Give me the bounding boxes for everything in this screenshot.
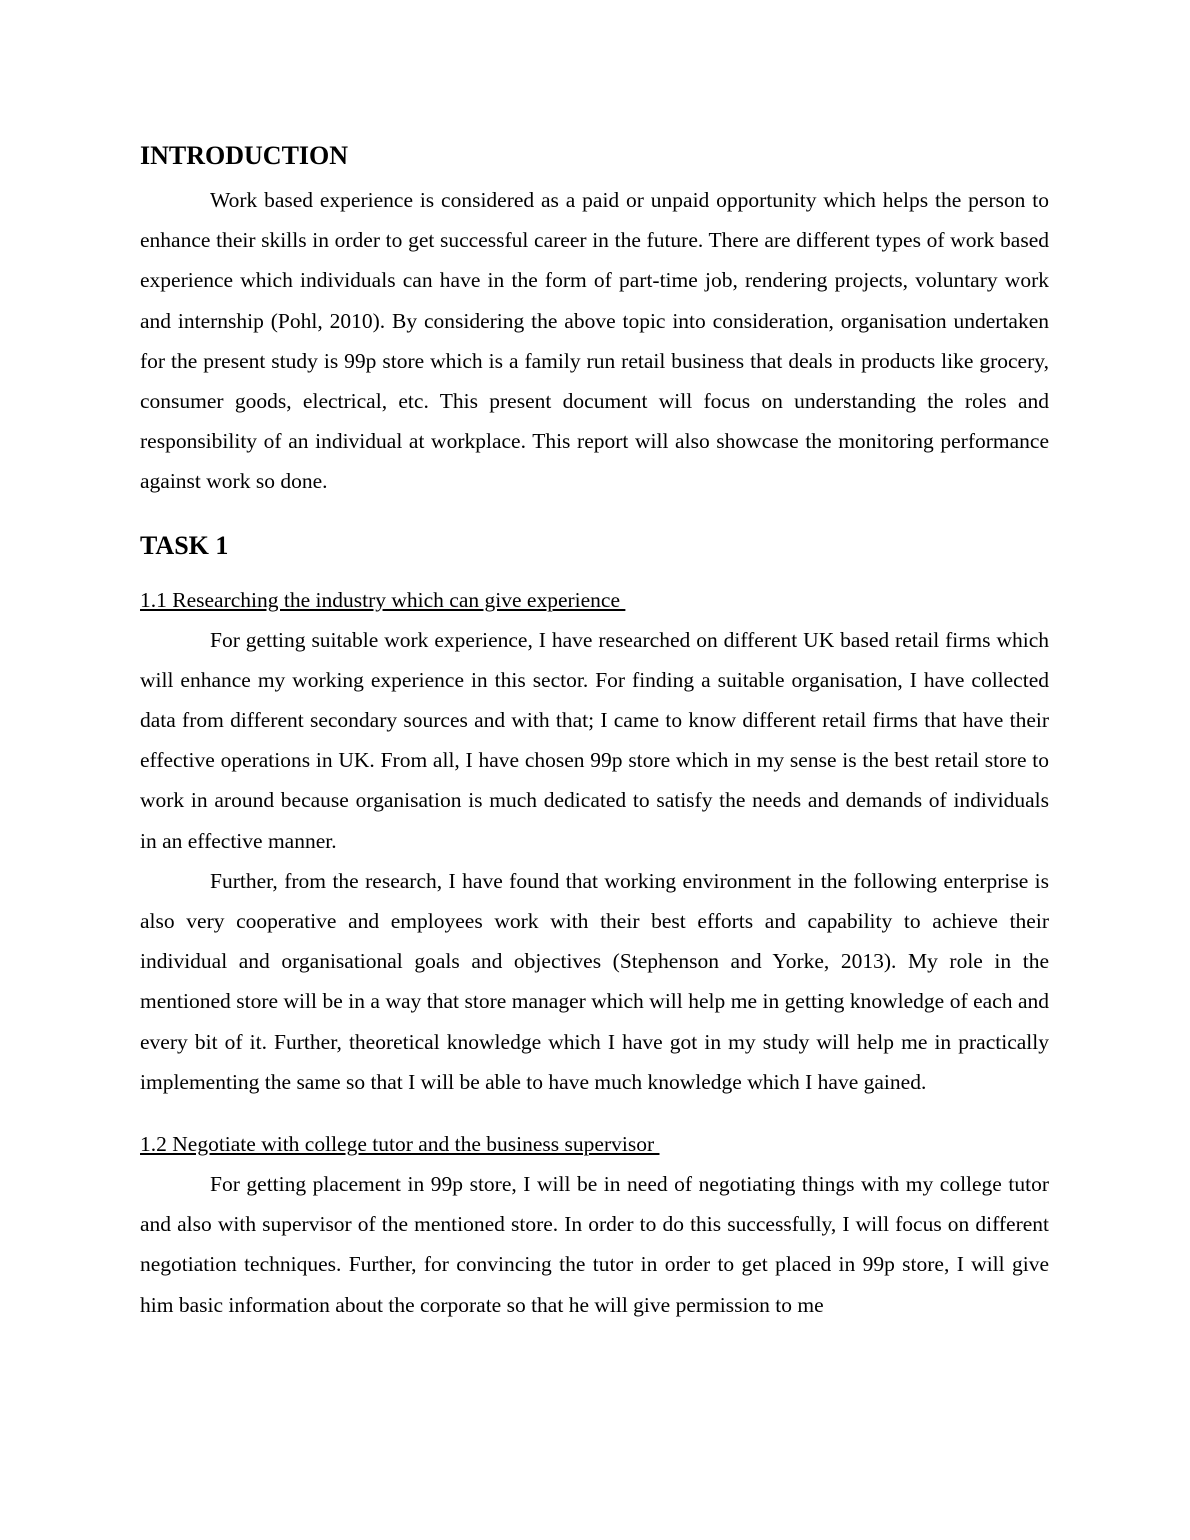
section-1-2-paragraph-1: For getting placement in 99p store, I will be in need of negotiating things with my college tutor and also with supervisor of the mentioned store. In order to do this successfully, I will focus on different negotiation techniques. Further, for convincing the tutor in order to get placed in 99p store, I will give him basic information about the corporate so that he will give permission to me [140,1172,1049,1317]
introduction-heading: INTRODUCTION [140,141,349,170]
document-page [140,138,1049,1325]
introduction-paragraph: Work based experience is considered as a paid or unpaid opportunity which helps the person to enhance their skills in order to get successful career in the future. There are different types of work based experience which individuals can have in the form of part-time job, rendering projects, voluntary work and internship (Pohl, 2010). By considering the above topic into consideration, organisation undertaken for the present study is 99p store which is a family run retail business that deals in products like grocery, consumer goods, electrical, etc. This present document will focus on understanding the roles and responsibility of an individual at workplace. This report will also showcase the monitoring performance against work so done. [140,188,1049,494]
section-1-1-paragraph-1: For getting suitable work experience, I have researched on different UK based retail firms which will enhance my working experience in this sector. For finding a suitable organisation, I have collected data from different secondary sources and with that; I came to know different retail firms that have their effective operations in UK. From all, I have chosen 99p store which in my sense is the best retail store to work in around because organisation is much dedicated to satisfy the needs and demands of individuals in an effective manner. [140,627,1049,853]
section-1-2-title: 1.2 Negotiate with college tutor and the business supervisor [140,1132,660,1157]
section-1-1-title: 1.1 Researching the industry which can give experience [140,587,626,612]
section-1-1-paragraph-2: Further, from the research, I have found that working environment in the following enterprise is also very cooperative and employees work with their best efforts and capability to achieve their individual and organisational goals and objectives (Stephenson and Yorke, 2013). My role in the mentioned store will be in a way that store manager which will help me in getting knowledge of each and every bit of it. Further, theoretical knowledge which I have got in my study will help me in practically implementing the same so that I will be able to have much knowledge which I have gained. [140,868,1049,1094]
task-1-heading: TASK 1 [140,530,229,560]
